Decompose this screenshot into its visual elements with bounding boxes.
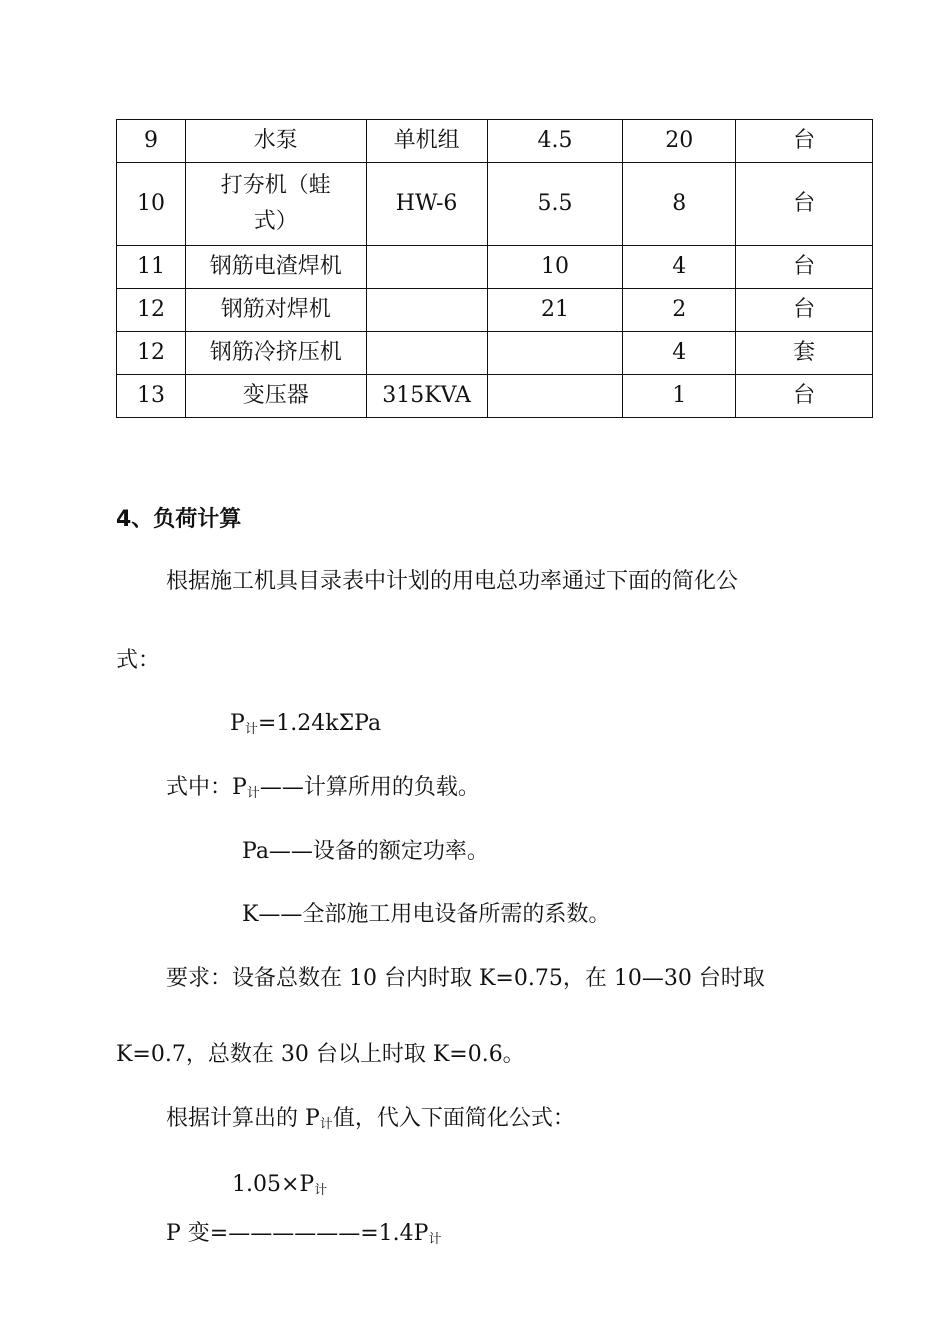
cell-model: 315KVA <box>366 375 487 418</box>
cell-name-line1: 打夯机（蛙 <box>220 173 331 198</box>
table-row <box>117 332 873 375</box>
cell-no: 12 <box>117 289 186 332</box>
calc-text: 值，代入下面简化公式： <box>332 1106 575 1131</box>
cell-name: 钢筋电渣焊机 <box>185 246 366 289</box>
definition-text: ——计算所用的负载。 <box>259 775 480 800</box>
formula-expression: P 变=——————=1.4P <box>166 1221 429 1246</box>
cell-no: 10 <box>117 163 186 246</box>
section-heading: 4、负荷计算 <box>116 507 242 532</box>
cell-qty: 2 <box>623 289 736 332</box>
definition-subscript: 计 <box>246 786 260 801</box>
cell-model: HW-6 <box>366 163 487 246</box>
cell-unit: 台 <box>736 120 873 163</box>
cell-name: 钢筋冷挤压机 <box>185 332 366 375</box>
paragraph-line: K=0.7，总数在 30 台以上时取 K=0.6。 <box>116 1042 525 1067</box>
cell-power <box>487 375 623 418</box>
formula-p-transformer <box>166 1219 441 1252</box>
cell-unit: 台 <box>736 289 873 332</box>
cell-qty: 8 <box>623 163 736 246</box>
numerator-subscript: 计 <box>314 1183 328 1198</box>
formula-expression: =1.24kΣPa <box>257 711 382 736</box>
cell-qty: 4 <box>623 246 736 289</box>
paragraph-line: 根据施工机具目录表中计划的用电总功率通过下面的简化公 <box>166 569 739 594</box>
formula-subscript: 计 <box>244 722 258 737</box>
cell-power: 5.5 <box>487 163 623 246</box>
cell-power: 4.5 <box>487 120 623 163</box>
definition-prefix: 式中：P <box>166 775 247 800</box>
formula-p-calc <box>230 709 381 742</box>
paragraph-line: 要求：设备总数在 10 台内时取 K=0.75，在 10—30 台时取 <box>166 966 765 991</box>
cell-power <box>487 332 623 375</box>
formula-symbol: P <box>230 711 245 736</box>
cell-model: 单机组 <box>366 120 487 163</box>
cell-model <box>366 332 487 375</box>
table-row <box>117 289 873 332</box>
calc-prefix: 根据计算出的 P <box>166 1106 320 1131</box>
paragraph-line: 式： <box>116 648 161 673</box>
cell-no: 13 <box>117 375 186 418</box>
cell-model <box>366 289 487 332</box>
definition-line: Pa——设备的额定功率。 <box>242 839 489 864</box>
table-row <box>117 163 873 246</box>
cell-no: 9 <box>117 120 186 163</box>
definition-line: K——全部施工用电设备所需的系数。 <box>242 902 611 927</box>
equipment-table <box>116 119 873 418</box>
formula-subscript: 计 <box>428 1232 442 1247</box>
cell-model <box>366 246 487 289</box>
cell-name: 水泵 <box>185 120 366 163</box>
table-row <box>117 375 873 418</box>
cell-qty: 1 <box>623 375 736 418</box>
paragraph-line <box>166 1104 575 1137</box>
cell-power: 10 <box>487 246 623 289</box>
formula-numerator <box>232 1170 327 1203</box>
cell-no: 11 <box>117 246 186 289</box>
cell-unit: 套 <box>736 332 873 375</box>
cell-unit: 台 <box>736 163 873 246</box>
cell-name <box>185 163 366 246</box>
cell-name: 钢筋对焊机 <box>185 289 366 332</box>
cell-unit: 台 <box>736 375 873 418</box>
table-row <box>117 120 873 163</box>
definition-line <box>166 773 480 806</box>
cell-no: 12 <box>117 332 186 375</box>
calc-subscript: 计 <box>319 1117 333 1132</box>
cell-power: 21 <box>487 289 623 332</box>
cell-name-line2: 式） <box>253 209 298 234</box>
table-row <box>117 246 873 289</box>
numerator-text: 1.05×P <box>232 1172 315 1197</box>
cell-qty: 4 <box>623 332 736 375</box>
cell-name: 变压器 <box>185 375 366 418</box>
cell-qty: 20 <box>623 120 736 163</box>
cell-unit: 台 <box>736 246 873 289</box>
